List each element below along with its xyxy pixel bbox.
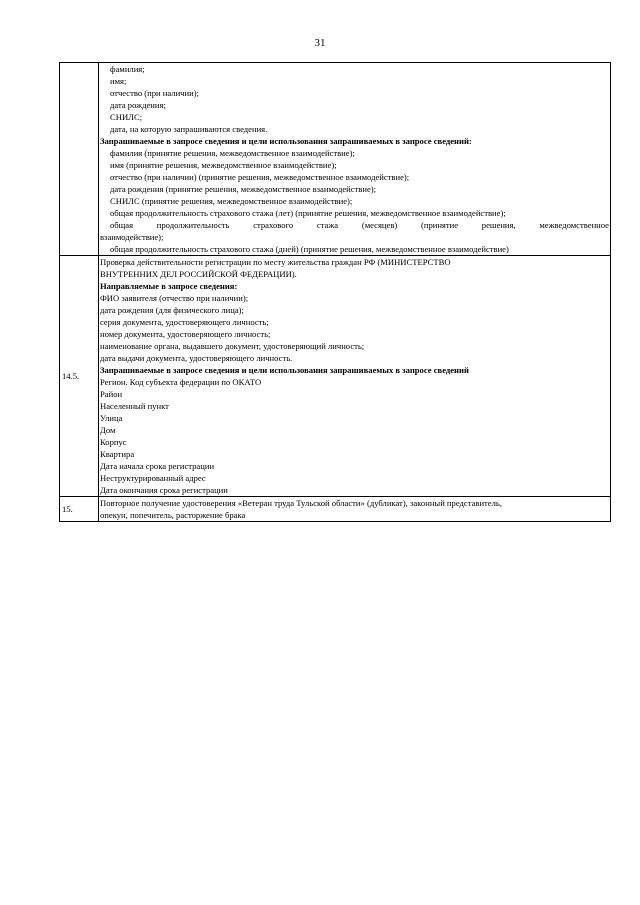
- text-line: фамилия (принятие решения, межведомственное взаимодействие);: [110, 148, 355, 158]
- text-line: отчество (при наличии) (принятие решения, межведомственное взаимодействие);: [110, 172, 410, 182]
- text-line: общая продолжительность страхового стажа (дней) (принятие решения, межведомственное взаимодействие): [110, 244, 509, 254]
- text-line: имя;: [110, 76, 127, 86]
- text-line: дата, на которую запрашиваются сведения.: [110, 124, 268, 134]
- table-row: [60, 63, 611, 256]
- text-line: Запрашиваемые в запросе сведения и цели использования запрашиваемых в запросе сведений:: [100, 136, 472, 146]
- text-line: дата рождения (принятие решения, межведомственное взаимодействие);: [110, 184, 377, 194]
- text-line: Направляемые в запросе сведения:: [100, 281, 238, 291]
- text-line: Запрашиваемые в запросе сведения и цели использования запрашиваемых в запросе сведений: [100, 365, 469, 375]
- text-line: номер документа, удостоверяющего личность;: [100, 329, 271, 339]
- text-line: Улица: [100, 413, 123, 423]
- text-line: Квартира: [100, 449, 135, 459]
- table-row: [60, 497, 611, 522]
- page-number: 31: [314, 37, 326, 49]
- text-line: дата рождения (для физического лица);: [100, 305, 244, 315]
- text-line: серия документа, удостоверяющего личность;: [100, 317, 269, 327]
- text-line: Населенный пункт: [100, 401, 169, 411]
- text-line: общая продолжительность страхового стажа (месяцев) (принятие решения, межведомственное: [110, 220, 609, 230]
- row-content: [99, 63, 611, 256]
- text-line: общая продолжительность страхового стажа (лет) (принятие решения, межведомственное взаимодействие);: [110, 208, 506, 218]
- text-line: дата выдачи документа, удостоверяющего личность.: [100, 353, 293, 363]
- text-line: наименование органа, выдавшего документ, удостоверяющий личность;: [100, 341, 365, 351]
- table-row: [60, 256, 611, 497]
- text-line: Корпус: [100, 437, 127, 447]
- row-content: [99, 256, 611, 497]
- text-line: Дата окончания срока регистрации: [100, 485, 228, 495]
- text-line: имя (принятие решения, межведомственное взаимодействие);: [110, 160, 337, 170]
- row-number: 15.: [60, 497, 99, 522]
- text-line: Повторное получение удостоверения «Ветеран труда Тульской области» (дубликат), законный представитель,: [100, 498, 502, 508]
- text-line: СНИЛС (принятие решения, межведомственное взаимодействие);: [110, 196, 353, 206]
- text-line: Проверка действительности регистрации по месту жительства граждан РФ (МИНИСТЕРСТВО: [100, 257, 451, 267]
- row-number: [60, 63, 99, 256]
- text-line: Район: [100, 389, 123, 399]
- text-line: ВНУТРЕННИХ ДЕЛ РОССИЙСКОЙ ФЕДЕРАЦИИ).: [100, 269, 297, 279]
- text-line: дата рождения;: [110, 100, 166, 110]
- row-number: 14.5.: [60, 256, 99, 497]
- text-line: фамилия;: [110, 64, 145, 74]
- text-line: Неструктурированный адрес: [100, 473, 206, 483]
- services-table: [59, 62, 611, 522]
- services-table-body: [60, 63, 611, 522]
- text-line: взаимодействие);: [100, 232, 164, 242]
- text-line: Регион. Код субъекта федерации по ОКАТО: [100, 377, 262, 387]
- text-line: ФИО заявителя (отчество при наличии);: [100, 293, 249, 303]
- text-line: опекун, попечитель, расторжение брака: [100, 510, 246, 520]
- text-line: СНИЛС;: [110, 112, 143, 122]
- row-content: [99, 497, 611, 522]
- text-line: отчество (при наличии);: [110, 88, 199, 98]
- text-line: Дом: [100, 425, 116, 435]
- text-line: Дата начала срока регистрации: [100, 461, 215, 471]
